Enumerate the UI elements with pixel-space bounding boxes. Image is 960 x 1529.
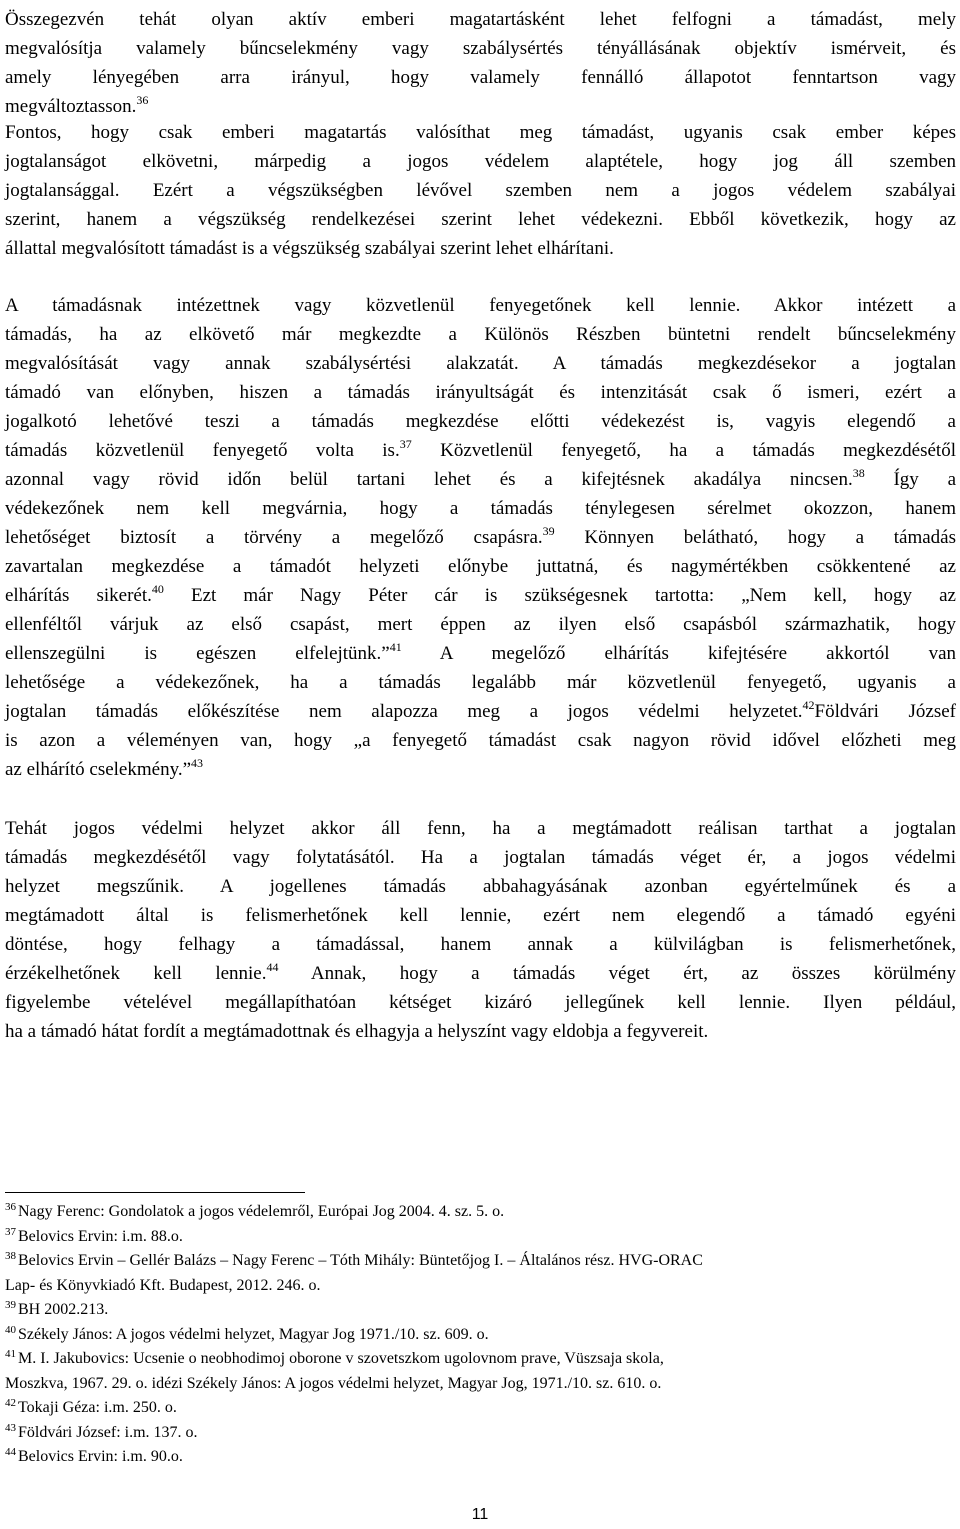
footnote-text: Tokaji Géza: i.m. 250. o. xyxy=(18,1399,177,1416)
footnote-reference: 36 xyxy=(136,93,149,107)
text-line xyxy=(5,291,956,320)
footnote-text: Földvári József: i.m. 137. o. xyxy=(18,1423,198,1441)
footnote-line xyxy=(5,1249,945,1274)
text-line xyxy=(5,118,956,147)
text-run: Fontos, hogy csak emberi magatartás valósíthat meg támadást, ugyanis csak ember képes xyxy=(5,122,956,143)
text-run: ellenszegülni is egészen elfelejtünk.” xyxy=(5,643,390,664)
text-line xyxy=(5,407,956,436)
text-line xyxy=(5,465,956,494)
footnote-number: 38 xyxy=(5,1250,16,1262)
text-line xyxy=(5,436,956,465)
text-line xyxy=(5,1017,956,1046)
text-run: Összegezvén tehát olyan aktív emberi magatartásként lehet felfogni a támadást, mely xyxy=(5,9,956,30)
text-run: ha a támadó hátat fordít a megtámadottnak és elhagyja a helyszínt vagy eldobja a fegyvereit. xyxy=(5,1021,709,1042)
text-line xyxy=(5,581,956,610)
text-run: védekezőnek nem kell megvárnia, hogy a támadás ténylegesen sérelmet okozzon, hanem xyxy=(5,498,956,519)
text-run: is azon a véleményen van, hogy „a fenyegető támadást csak nagyon rövid idővel előzheti meg xyxy=(5,730,956,751)
footnote-line xyxy=(5,1372,945,1397)
footnote-reference: 41 xyxy=(389,640,402,654)
text-run: Tehát jogos védelmi helyzet akkor áll fenn, ha a megtámadott reálisan tarthat a jogtalan xyxy=(5,818,956,839)
text-run: érzékelhetőnek kell lennie. xyxy=(5,963,267,984)
text-run: Könnyen belátható, hogy a támadás xyxy=(554,527,957,548)
text-run: elhárítás sikerét. xyxy=(5,585,152,606)
paragraph xyxy=(5,118,956,263)
text-run: A megelőző elhárítás kifejtésére akkortól van xyxy=(401,643,956,664)
text-run: Így a xyxy=(864,469,956,490)
footnote-line xyxy=(5,1298,945,1323)
page-number: 11 xyxy=(471,1506,489,1523)
text-line xyxy=(5,726,956,755)
footnote-reference: 44 xyxy=(266,960,279,974)
footnote-number: 41 xyxy=(5,1348,16,1360)
footnote-reference: 40 xyxy=(151,582,164,596)
text-run: figyelembe vételével megállapíthatóan kétséget kizáró jellegűnek kell lennie. Ilyen például, xyxy=(5,992,956,1013)
text-run: jogalkotó lehetővé teszi a támadás megkezdése előtti védekezést is, vagyis elegendő a xyxy=(5,411,956,432)
footnote-line xyxy=(5,1445,945,1470)
text-line xyxy=(5,959,956,988)
text-run: megvalósítja valamely bűncselekmény vagy szabálysértés tényállásának objektív ismérveit, és xyxy=(5,38,956,59)
text-run: szerint, hanem a végszükség rendelkezései szerint lehet védekezni. Ebből következik, hogy az xyxy=(5,209,956,230)
footnote-line xyxy=(5,1396,945,1421)
text-run: amely lényegében arra irányul, hogy valamely fennálló állapotot fenntartson vagy xyxy=(5,67,956,88)
text-line xyxy=(5,697,956,726)
text-line xyxy=(5,843,956,872)
paragraph xyxy=(5,814,956,1046)
text-run: az elhárító cselekmény.” xyxy=(5,759,192,780)
text-line xyxy=(5,814,956,843)
text-run: támadás közvetlenül fenyegető volta is. xyxy=(5,440,400,461)
text-run: Közvetlenül fenyegető, ha a támadás megkezdésétől xyxy=(411,440,956,461)
text-line xyxy=(5,668,956,697)
footnote-reference: 42 xyxy=(802,698,815,712)
footnote-text: M. I. Jakubovics: Ucsenie o neobhodimoj oborone v szovetszkom ugolovnom prave, Vüszsaja skola, xyxy=(18,1350,664,1367)
footnote-number: 37 xyxy=(5,1225,16,1238)
text-run: azonnal vagy rövid időn belül tartani lehet és a kifejtésnek akadálya nincsen. xyxy=(5,469,853,490)
footnote-separator xyxy=(5,1192,305,1193)
text-line xyxy=(5,378,956,407)
text-line xyxy=(5,320,956,349)
text-run: Ezt már Nagy Péter cár is szükségesnek tartotta: „Nem kell, hogy az xyxy=(163,585,956,606)
footnote-line xyxy=(5,1225,945,1250)
text-run: lehetősége a védekezőnek, ha a támadás legalább már közvetlenül fenyegető, ugyanis a xyxy=(5,672,956,693)
text-run: Földvári József xyxy=(814,701,956,722)
footnote-number: 43 xyxy=(5,1421,16,1434)
text-run: állattal megvalósított támadást is a végszükség szabályai szerint lehet elhárítani. xyxy=(5,238,614,259)
text-run: jogtalanságot elkövetni, márpedig a jogos védelem alaptétele, hogy jog áll szemben xyxy=(5,151,956,172)
footnote-reference: 39 xyxy=(542,524,555,538)
text-line xyxy=(5,147,956,176)
text-run: döntése, hogy felhagy a támadással, hanem annak a külvilágban is felismerhetőnek, xyxy=(5,934,956,955)
footnote-line xyxy=(5,1323,945,1348)
text-line xyxy=(5,494,956,523)
footnote-line xyxy=(5,1347,945,1372)
text-line xyxy=(5,523,956,552)
footnotes xyxy=(5,1200,945,1470)
text-run: megvalósítását vagy annak szabálysértési alakzatát. A támadás megkezdésekor a jogtalan xyxy=(5,353,956,374)
text-line xyxy=(5,930,956,959)
text-line xyxy=(5,92,956,121)
footnote-number: 40 xyxy=(5,1323,16,1336)
footnote-text: Belovics Ervin: i.m. 90.o. xyxy=(18,1448,183,1465)
text-line xyxy=(5,610,956,639)
text-run: támadás megkezdésétől vagy folytatásától. Ha a jogtalan támadás véget ér, a jogos védelmi xyxy=(5,847,956,868)
footnote-line xyxy=(5,1274,945,1299)
text-run: Annak, hogy a támadás véget ért, az összes körülmény xyxy=(278,963,956,984)
footnote-text: Moszkva, 1967. 29. o. idézi Székely János: A jogos védelmi helyzet, Magyar Jog, 1971./10. sz. 610. o. xyxy=(5,1374,662,1392)
footnote-text: BH 2002.213. xyxy=(18,1301,109,1318)
footnote-number: 36 xyxy=(5,1201,16,1213)
footnote-text: Nagy Ferenc: Gondolatok a jogos védelemről, Európai Jog 2004. 4. sz. 5. o. xyxy=(18,1203,505,1220)
footnote-text: Belovics Ervin: i.m. 88.o. xyxy=(18,1227,183,1245)
text-run: támadó van előnyben, hiszen a támadás irányultságát és intenzitását csak ő ismeri, ezért a xyxy=(5,382,956,403)
text-line xyxy=(5,205,956,234)
text-run: jogtalansággal. Ezért a végszükségben lévővel szemben nem a jogos védelem szabályai xyxy=(5,180,956,201)
footnote-number: 44 xyxy=(5,1446,16,1458)
text-line xyxy=(5,234,956,263)
text-line xyxy=(5,34,956,63)
text-run: lehetőséget biztosít a törvény a megelőző csapásra. xyxy=(5,527,543,548)
text-line xyxy=(5,63,956,92)
text-run: megváltoztasson. xyxy=(5,96,137,117)
text-run: megtámadott által is felismerhetőnek kell lennie, ezért nem elegendő a támadó egyéni xyxy=(5,905,956,926)
text-run: jogtalan támadás előkészítése nem alapozza meg a jogos védelmi helyzetet. xyxy=(5,701,803,722)
text-line xyxy=(5,901,956,930)
footnote-line xyxy=(5,1421,945,1446)
paragraph xyxy=(5,5,956,121)
footnote-line xyxy=(5,1200,945,1225)
text-line xyxy=(5,755,956,784)
text-line xyxy=(5,176,956,205)
footnote-text: Székely János: A jogos védelmi helyzet, Magyar Jog 1971./10. sz. 609. o. xyxy=(18,1325,489,1343)
text-run: zavartalan megkezdése a támadót helyzeti előnybe juttatná, és nagymértékben csökkentené az xyxy=(5,556,956,577)
text-line xyxy=(5,988,956,1017)
footnote-number: 42 xyxy=(5,1397,16,1409)
text-run: A támadásnak intézettnek vagy közvetlenül fenyegetőnek kell lennie. Akkor intézett a xyxy=(5,295,956,316)
text-line xyxy=(5,872,956,901)
footnote-reference: 38 xyxy=(852,466,865,480)
text-run: helyzet megszűnik. A jogellenes támadás abbahagyásának azonban egyértelműnek és a xyxy=(5,876,956,897)
footnote-text: Belovics Ervin – Gellér Balázs – Nagy Ferenc – Tóth Mihály: Büntetőjog I. – Általános rész. HVG-ORAC xyxy=(18,1252,703,1269)
text-line xyxy=(5,639,956,668)
paragraph xyxy=(5,291,956,784)
text-line xyxy=(5,552,956,581)
text-line xyxy=(5,349,956,378)
footnote-reference: 37 xyxy=(399,437,412,451)
footnote-number: 39 xyxy=(5,1299,16,1311)
text-line xyxy=(5,5,956,34)
footnote-text: Lap- és Könyvkiadó Kft. Budapest, 2012. 246. o. xyxy=(5,1276,321,1294)
text-run: ellenféltől várjuk az első csapást, mert éppen az ilyen első csapásból származhatik, hogy xyxy=(5,614,956,635)
footnote-reference: 43 xyxy=(191,756,204,770)
text-run: támadás, ha az elkövető már megkezdte a Különös Részben büntetni rendelt bűncselekmény xyxy=(5,324,956,345)
